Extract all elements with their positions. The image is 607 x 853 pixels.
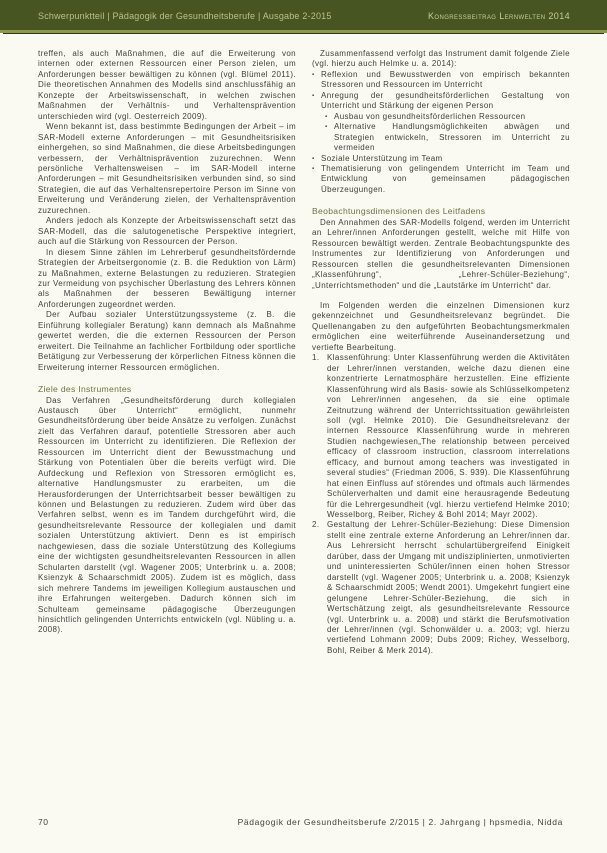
bullet-text: Thematisierung von gelingendem Unterricht im Team und Entwicklung von gemeinsamen pädagogischen Überzeugungen. — [321, 163, 570, 194]
bullet-icon: ▪ — [312, 71, 315, 78]
item-text: Klassenführung: Unter Klassenführung werden die Aktivitäten der Lehrer/innen verstanden, welche dazu dienen eine konzentrierte Lernatmosphäre herzustellen. Eine effiziente Klassenführung wird als Basis- sowie als Schlüsselkompetenz von Lehrer/innen angesehen, da sie eine optimale Zeitnutzung während der Unterrichtssituation gewährleisten soll (vgl. Helmke 2010). Die Gesundheitsrelevanz der internen Ressource Klassenführung wurde in mehreren Studien nachgewiesen„The relationship between perceived efficacy of classroom instruction, classroom interrelations efficacy, and burnout among teachers was investigated in several studies“ (Friedman 2006, S. 939). Die Klassenführung hat einen Einfluss auf störendes und oftmals auch lärmendes Schülerverhalten und damit eine herausragende Bedeutung für die Lehrergesundheit (vgl. hierzu vertiefend Helmke 2010; Wesselborg, Reiber, Richey & Bohl 2014; Mayr 2002). — [327, 353, 570, 520]
bullet-text: Alternative Handlungsmöglichkeiten abwägen und Strategien entwickeln, Stressoren im Unterricht zu vermeiden — [334, 122, 570, 153]
section-heading-ziele: Ziele des Instrumentes — [38, 384, 132, 395]
paragraph: In diesem Sinne zählen im Lehrerberuf gesundheitsfördernde Strategien der Arbeitsergonomie (z. B. die Reduktion von Lärm) zu Maßnahmen, externe Belastungen zu reduzieren. Strategien zur Vermeidung von psychischer Überlastung des Lehrers können als Maßnahmen der besseren Bewältigung interner Anforderungen zugeordnet werden. — [38, 247, 296, 309]
footer — [0, 817, 607, 831]
bullet-item — [312, 70, 570, 91]
numbered-item — [312, 353, 570, 520]
paragraph: Wenn bekannt ist, dass bestimmte Bedingungen der Arbeit – im SAR-Modell externe Anforderungen – mit Gesundheitsrisiken einhergehen, so sind Maßnahmen, die diese Arbeitsbedingungen verbessern, der Verhältnisprävention zuzurechnen. Wenn persönliche Verhaltensweisen – im SAR-Modell interne Anforderungen – mit Gesundheitsrisiken verbunden sind, so sind Strategien, die auf das Verhaltensrepertoire Person im Sinne von Erweiterung und Veränderung zielen, der Verhaltensprävention zuzurechnen. — [38, 122, 296, 215]
bullet-text: Soziale Unterstützung im Team — [321, 153, 443, 163]
header-band — [0, 0, 607, 33]
paragraph: Den Annahmen des SAR-Modells folgend, werden im Unterricht an Lehrer/innen Anforderungen gestellt, welche mit Hilfe von Ressourcen bewältigt werden. Zentrale Beobachtungspunkte des Instrumentes zur Identifizierung von Anforderungen und Ressourcen stellen die gesundheitsrelevanten Dimensionen „Klassenführung“, „Lehrer-Schüler-Beziehung“, „Unterrichtsmethoden“ und die „Lautstärke im Unterricht“ dar. — [312, 217, 570, 290]
sub-bullet-item — [325, 122, 570, 153]
sub-bullet-item — [325, 112, 570, 122]
numbered-item — [312, 520, 570, 656]
item-number: 1. — [312, 353, 320, 363]
paragraph: Zusammenfassend verfolgt das Instrument damit folgende Ziele (vgl. hierzu auch Helmke u. a. 2014): — [312, 49, 570, 69]
item-number: 2. — [312, 520, 320, 530]
paragraph: Der Aufbau sozialer Unterstützungssysteme (z. B. die Einführung kollegialer Beratung) kann demnach als Maßnahme gewertet werden, die die externen Ressourcen der Person erweitert. Die Teilnahme an fachlicher Fortbildung oder sportliche Betätigung zur Verbesserung der körperlichen Fitness können die Erweiterung interner Ressourcen ermöglichen. — [38, 310, 296, 372]
bullet-text: Anregung der gesundheitsförderlichen Gestaltung von Unterricht und Stärkung der eigenen Person — [321, 90, 570, 111]
bullet-icon: ▪ — [312, 165, 315, 172]
left-column — [38, 49, 296, 656]
sub-bullet-list — [312, 112, 570, 154]
page-number: 70 — [38, 817, 49, 827]
bullet-item — [312, 91, 570, 112]
bullet-icon: ▪ — [312, 155, 315, 162]
header-journal-info: Schwerpunktteil | Pädagogik der Gesundheitsberufe | Ausgabe 2-2015 — [38, 11, 332, 21]
footer-imprint: Pädagogik der Gesundheitsberufe 2/2015 | 2. Jahrgang | hpsmedia, Nidda — [237, 817, 563, 827]
bullet-icon: ▪ — [325, 113, 328, 120]
goal-bullet-list — [312, 70, 570, 195]
bullet-icon: ▪ — [312, 92, 315, 99]
section-heading-beobachtungsdimensionen: Beobachtungsdimensionen des Leitfadens — [312, 206, 486, 217]
paragraph: Das Verfahren „Gesundheitsförderung durch kollegialen Austausch über Unterricht“ ermöglicht, nunmehr Gesundheitsförderung über beide Ansätze zu verfolgen. Zunächst zielt das Verfahren darauf, potentielle Stressoren aber auch Ressourcen im Unterricht zu identifizieren. Die Reflexion der Ressourcen im Unterricht dient der Bewusstmachung und Stärkung von Potentialen über die bereits verfügt wird. Die Aufdeckung und Reflexion von Stressoren ermöglicht es, alternative Handlungsmuster zu erarbeiten, um die Herausforderungen der Unterrichtsarbeit besser bewältigen zu können und Belastungen zu reduzieren. Zudem wird über das Verfahren selbst, wenn es im Tandem durchgeführt wird, die gesundheitsrelevante Ressource der kollegialen und damit sozialen Unterstützung aktiviert. Denn es ist empirisch nachgewiesen, dass die soziale Unterstützung des Kollegiums eine der wichtigsten gesundheitsrelevanten Ressourcen in allen Schularten darstellt (vgl. Wagener 2005; Unterbrink u. a. 2008; Ksienzyk & Schaarschmidt 2005). Zudem ist es möglich, dass sich mehrere Tandems im jeweiligen Kollegium austauschen und ihre Erfahrungen weitergeben. Dadurch können sich im Schulteam gemeinsame pädagogische Überzeugungen hinsichtlich gelingenden Unterrichts entwickeln (vgl. Nübling u. a. 2008). — [38, 395, 296, 635]
paragraph: Im Folgenden werden die einzelnen Dimensionen kurz gekennzeichnet und Gesundheitsrelevanz begründet. Die Quellenangaben zu den aufgeführten Beobachtungsmerkmalen ermöglichen eine weiterführende Auseinandersetzung und vertiefte Bearbeitung. — [312, 300, 570, 352]
bullet-text: Reflexion und Bewusstwerden von empirisch bekannten Stressoren und Ressourcen im Unterricht — [321, 69, 570, 90]
bullet-icon: ▪ — [325, 124, 328, 131]
paragraph: treffen, als auch Maßnahmen, die auf die Erweiterung von internen oder externen Ressourcen einer Person zielen, um Anforderungen besser bewältigen zu können (vgl. Blümel 2011). Die theoretischen Annahmen des Modells sind anschlussfähig an Konzepte der Arbeitswissenschaft, in welchen zwischen Maßnahmen der Verhältnis- und Verhaltensprävention unterschieden wird (vgl. Oesterreich 2009). — [38, 49, 296, 121]
bullet-text: Ausbau von gesundheitsförderlichen Ressourcen — [334, 111, 526, 121]
bullet-item — [312, 164, 570, 195]
right-column — [312, 49, 570, 656]
article-body — [38, 49, 570, 656]
bullet-item — [312, 154, 570, 164]
header-congress-tag: Kongressbeitrag Lernwelten 2014 — [428, 11, 570, 21]
paragraph: Anders jedoch als Konzepte der Arbeitswissenschaft setzt das SAR-Modell, das die salutogenetische Perspektive integriert, auch auf die Stärkung von Ressourcen der Person. — [38, 216, 296, 247]
item-text: Gestaltung der Lehrer-Schüler-Beziehung: Diese Dimension stellt eine zentrale externe Anforderung an Lehrer/innen dar. Aus Lehrersicht herrscht schulartübergreifend Einigkeit darüber, dass der Umgang mit undisziplinierten, unmotivierten und uninteressierten Schüler/innen einen hohen Stressor darstellt (vgl. Wagener 2005; Unterbrink u. a. 2008; Ksienzyk & Schaarschmidt 2005; Wendt 2001). Umgekehrt fungiert eine gelungene Lehrer-Schüler-Beziehung, die sich in Wertschätzung zeigt, als gesundheitsrelevante Ressource (vgl. Unterbrink u. a. 2008) und stärkt die Berufsmotivation der Lehrer/innen (vgl. Schonwälder u. a. 2003; vgl. hierzu vertiefend Lohmann 2009; Dubs 2009; Richey, Wesselborg, Bohl, Reiber & Merk 2014). — [327, 520, 570, 655]
